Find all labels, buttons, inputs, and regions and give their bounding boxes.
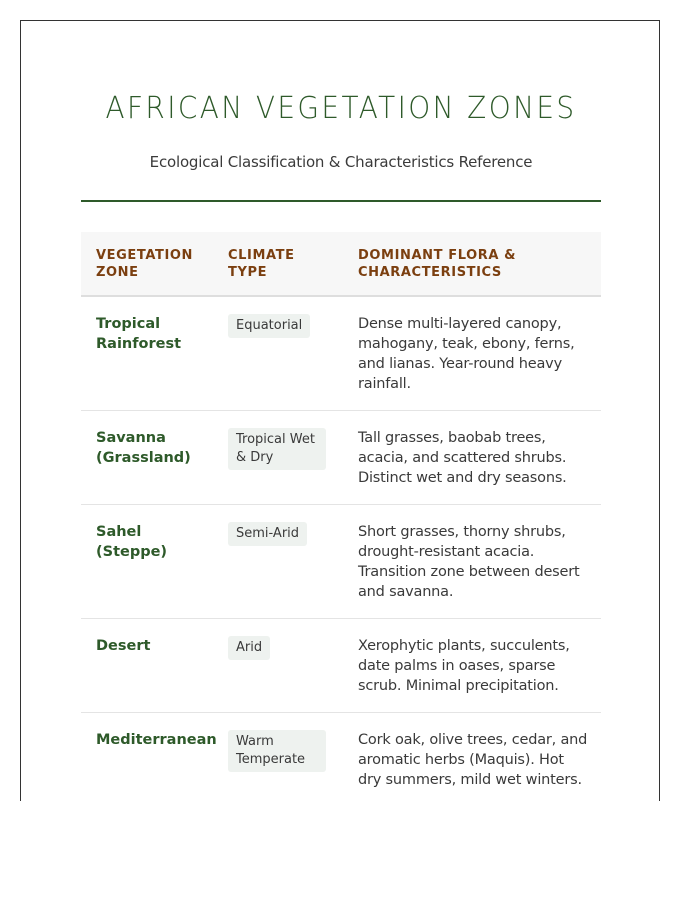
flora-cell: Cork oak, olive trees, cedar, and aromatic herbs (Maquis). Hot dry summers, mild wet winters. <box>358 732 588 788</box>
zone-name-cell: Mediterranean <box>96 732 217 748</box>
vegetation-zones-table <box>81 232 601 801</box>
column-header-climate-type: CLIMATE TYPE <box>228 248 295 280</box>
climate-badge: Warm Temperate <box>228 730 326 772</box>
climate-cell <box>213 713 343 802</box>
title-divider <box>81 200 601 202</box>
climate-cell <box>213 296 343 411</box>
climate-badge: Equatorial <box>228 314 310 338</box>
column-header-dominant-flora: DOMINANT FLORA & CHARACTERISTICS <box>358 248 517 280</box>
table-header-row <box>81 232 601 296</box>
table-header <box>81 232 601 296</box>
climate-cell <box>213 505 343 619</box>
table-row <box>81 296 601 411</box>
document-frame <box>20 20 660 801</box>
climate-cell <box>213 619 343 713</box>
zone-name-cell: Desert <box>96 638 151 654</box>
climate-cell <box>213 411 343 505</box>
page-subtitle: Ecological Classification & Characteristics Reference <box>149 153 533 171</box>
column-header-vegetation-zone: VEGETATION ZONE <box>96 248 194 280</box>
climate-badge: Semi-Arid <box>228 522 307 546</box>
zone-name-cell: Tropical Rainforest <box>96 316 182 352</box>
zone-name-cell: Sahel (Steppe) <box>96 524 168 560</box>
climate-badge: Tropical Wet & Dry <box>228 428 326 470</box>
flora-cell: Dense multi-layered canopy, mahogany, teak, ebony, ferns, and lianas. Year-round heavy rainfall. <box>358 316 575 392</box>
flora-cell: Tall grasses, baobab trees, acacia, and scattered shrubs. Distinct wet and dry seasons. <box>358 430 567 486</box>
flora-cell: Short grasses, thorny shrubs, drought-resistant acacia. Transition zone between desert and savanna. <box>358 524 580 600</box>
climate-badge: Arid <box>228 636 270 660</box>
table-row <box>81 505 601 619</box>
table-row <box>81 619 601 713</box>
zone-name-cell: Savanna (Grassland) <box>96 430 191 466</box>
table-row <box>81 411 601 505</box>
flora-cell: Xerophytic plants, succulents, date palms in oases, sparse scrub. Minimal precipitation. <box>358 638 570 694</box>
table-body <box>81 296 601 801</box>
page-title: AFRICAN VEGETATION ZONES <box>105 91 577 126</box>
table-row <box>81 713 601 802</box>
